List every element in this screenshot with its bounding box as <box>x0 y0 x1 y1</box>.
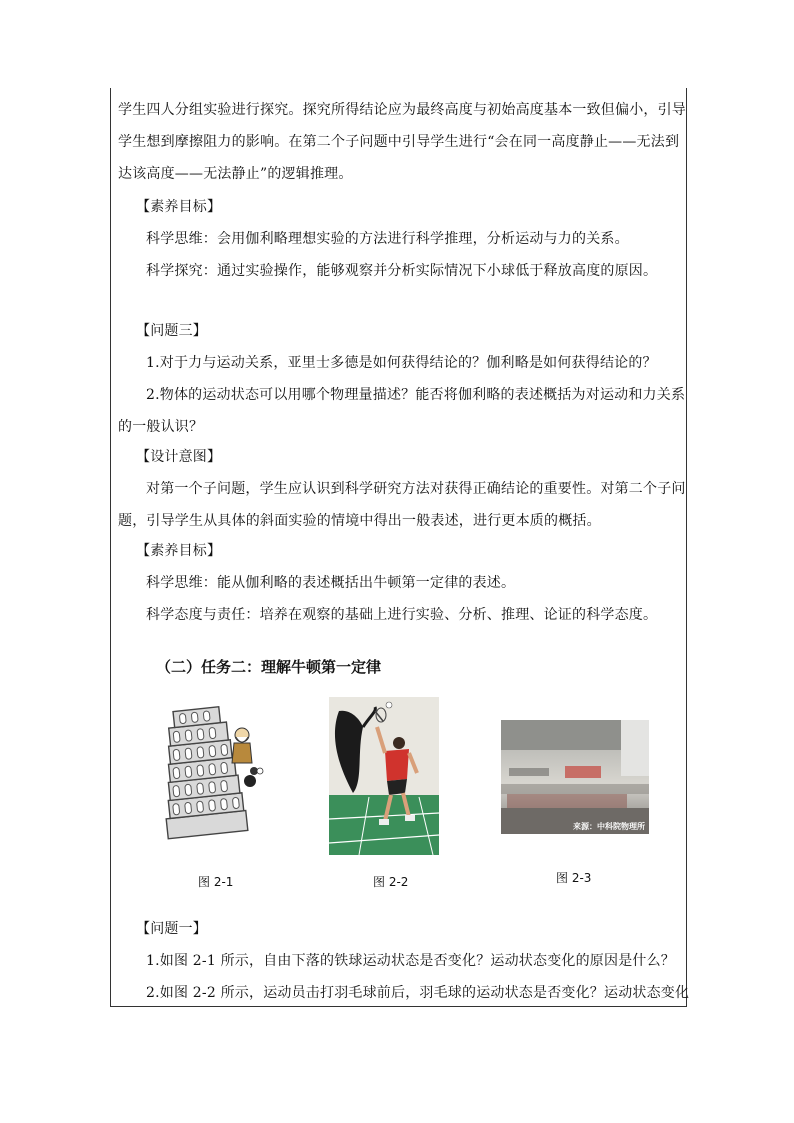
body-line: 2.如图 2-2 所示，运动员击打羽毛球前后，羽毛球的运动状态是否变化？运动状态变化 <box>146 985 690 1001</box>
galileo-figure <box>232 728 252 763</box>
body-line: 题，引导学生从具体的斜面实验的情境中得出一般表述，进行更本质的概括。 <box>118 513 601 529</box>
body-line: 1.如图 2-1 所示，自由下落的铁球运动状态是否变化？运动状态变化的原因是什么？ <box>146 953 676 969</box>
badminton-photo <box>329 697 439 855</box>
figure-badminton-player <box>329 697 439 855</box>
figure-caption: 图 2-2 <box>373 875 409 889</box>
photo-source-credit: 来源：中科院物理所 <box>573 822 645 831</box>
heading-question-one: 【问题一】 <box>136 921 207 937</box>
heading-design-intent: 【设计意图】 <box>136 449 222 465</box>
body-line: 2.物体的运动状态可以用哪个物理量描述？能否将伽利略的表述概括为对运动和力关系 <box>146 387 686 403</box>
body-line: 科学思维：会用伽利略理想实验的方法进行科学推理，分析运动与力的关系。 <box>146 231 629 247</box>
body-line: 学生想到摩擦阻力的影响。在第二个子问题中引导学生进行“会在同一高度静止——无法到 <box>118 134 680 150</box>
section-title: （二）任务二：理解牛顿第一定律 <box>156 658 382 676</box>
heading-literacy-goal: 【素养目标】 <box>136 543 222 559</box>
figure-leaning-tower <box>146 697 271 840</box>
heading-question-three: 【问题三】 <box>136 323 207 339</box>
figure-caption: 图 2-3 <box>556 871 592 885</box>
body-line: 科学探究：通过实验操作，能够观察并分析实际情况下小球低于释放高度的原因。 <box>146 263 658 279</box>
figure-caption: 图 2-1 <box>198 875 234 889</box>
leaning-tower-illustration <box>146 697 271 840</box>
body-line: 对第一个子问题，学生应认识到科学研究方法对获得正确结论的重要性。对第二个子问 <box>146 481 686 497</box>
body-line: 的一般认识？ <box>118 419 204 435</box>
lab-photo <box>501 720 649 834</box>
body-line: 学生四人分组实验进行探究。探究所得结论应为最终高度与初始高度基本一致但偏小，引导 <box>118 102 686 118</box>
body-line: 科学态度与责任：培养在观察的基础上进行实验、分析、推理、论证的科学态度。 <box>146 607 658 623</box>
body-line: 1.对于力与运动关系，亚里士多德是如何获得结论的？伽利略是如何获得结论的？ <box>146 355 657 371</box>
body-line: 达该高度——无法静止”的逻辑推理。 <box>118 166 353 182</box>
figure-lab-photo <box>501 720 649 834</box>
body-line: 科学思维：能从伽利略的表述概括出牛顿第一定律的表述。 <box>146 575 516 591</box>
heading-literacy-goal: 【素养目标】 <box>136 199 222 215</box>
